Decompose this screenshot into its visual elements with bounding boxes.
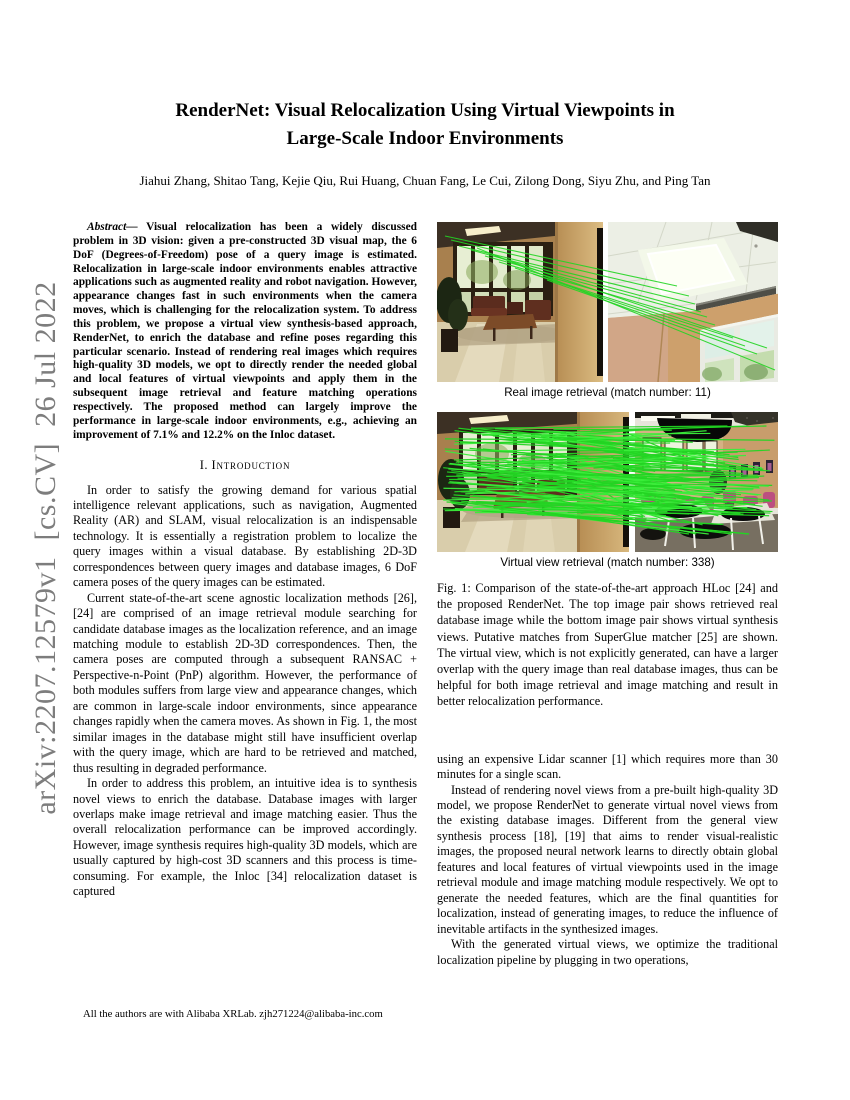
figure1-top-subcaption: Real image retrieval (match number: 11) [504,386,711,399]
query-lounge-photo [437,222,603,382]
right-paragraph-3: With the generated virtual views, we optimize the traditional localization pipeline by plugging in two operations, [437,937,778,967]
right-paragraph-1: using an expensive Lidar scanner [1] which requires more than 30 minutes for a single scan. [437,751,778,782]
intro-paragraph-1: In order to satisfy the growing demand for various spatial intelligence relevant applications, such as navigation, Augmented Reality (AR) and SLAM, visual relocalization is an indispensable technology. It is essentially a registration problem to localize the query images within a visual database. By establishing 2D-3D correspondences between query images and database images, 6 DoF camera poses of the query images can be estimated. [73,482,417,590]
abstract [73,221,417,443]
section-title: Introduction [211,457,291,472]
right-paragraph-2: Instead of rendering novel views from a pre-built high-quality 3D model, we propose RenderNet to generate virtual novel views from the existing database images. Different from the general view synthesis process [18], [19] that aims to render visual-realistic images, the proposed neural network learns to directly obtain global features and local features of virtual viewpoints used in the image retrieval module and image matching module respectively. We opt to generate the needed features, which are the final quantities for localization, instead of generating images, to reduce the influence of inevitable artifacts in the synthesized images. [437,782,778,936]
paper-title [85,97,765,153]
title-line-1: RenderNet: Visual Relocalization Using Virtual Viewpoints in [175,100,675,121]
intro-paragraph-2: Current state-of-the-art scene agnostic localization methods [26], [24] are comprised of an image retrieval module searching for candidate database images as the localization reference, and an image matching module to establish 2D-3D correspondences. Then, the camera poses are computed through a subsequent RANSAC + Perspective-n-Point (PnP) algorithm. However, the performance of both modules suffers from large view and appearance changes, which are common in large-scale indoor environments, since appearance changes rapidly when the camera moves. As shown in Fig. 1, the most similar images in the database might still have insufficient overlap with the query image, which are hard to be retrieved and matched, thus resulting in degraded performance. [73,590,417,775]
virtual-view-meeting-room [635,412,778,552]
footnote: All the authors are with Alibaba XRLab. zjh271224@alibaba-inc.com [83,1008,383,1020]
abstract-lead: Abstract— [87,221,138,233]
figure1-bottom-subcaption: Virtual view retrieval (match number: 338) [500,556,715,569]
title-line-2: Large-Scale Indoor Environments [286,128,564,149]
arxiv-watermark: arXiv:2207.12579v1 [cs.CV] 26 Jul 2022 [29,281,62,815]
figure1-bottom-pair [437,412,778,552]
figure-1 [437,222,778,710]
figure1-caption: Fig. 1: Comparison of the state-of-the-art approach HLoc [24] and the proposed RenderNet. The top image pair shows retrieved real database image while the bottom image pair shows virtual synthesis views. Putative matches from SuperGlue matcher [25] are shown. The virtual view, which is not explicitly generated, can have a larger overlap with the query image than real database images, thus can be helpful for both image retrieval and image matching and result in better relocalization performance. [437,581,778,709]
abstract-body: Visual relocalization has been a widely discussed problem in 3D vision: given a pre-constructed 3D visual map, the 6 DoF (Degrees-of-Freedom) pose of a query image is estimated. Relocalization in large-scale indoor environments enables attractive applications such as augmented reality and robot navigation. However, appearance changes fast in such environments when the camera moves, which is challenging for the relocalization system. To address this problem, we propose a virtual view synthesis-based approach, RenderNet, to enrich the database and refine poses regarding this particular scenario. Instead of rendering real images which requires high-quality 3D models, we opt to directly render the needed global and local features of virtual viewpoints and apply them in the subsequent image retrieval and feature matching operations respectively. The proposed method can largely improve the performance in large-scale indoor environments, e.g., achieving an improvement of 7.1% and 12.2% on the Inloc dataset. [73,221,417,441]
intro-paragraph-3: In order to address this problem, an intuitive idea is to synthesis novel views to enrich the database. Database images with larger overlaps make image retrieval and image matching easier. Thus the overall relocalization performance can be improved accordingly. However, image synthesis requires high-quality 3D models, which are usually captured by high-cost 3D scanners and this process is time-consuming. For example, the Inloc [34] relocalization dataset is captured [73,776,417,899]
authors-line: Jiahui Zhang, Shitao Tang, Kejie Qiu, Rui Huang, Chuan Fang, Le Cui, Zilong Dong, Siyu Zhu, and Ping Tan [139,173,711,188]
section-heading-introduction [73,458,417,473]
retrieved-real-ceiling-photo [608,222,778,382]
figure1-top-pair [437,222,778,382]
section-number: I. [199,457,208,472]
right-column [437,222,778,968]
left-column [73,221,417,900]
query-lounge-photo-wide [437,412,629,552]
